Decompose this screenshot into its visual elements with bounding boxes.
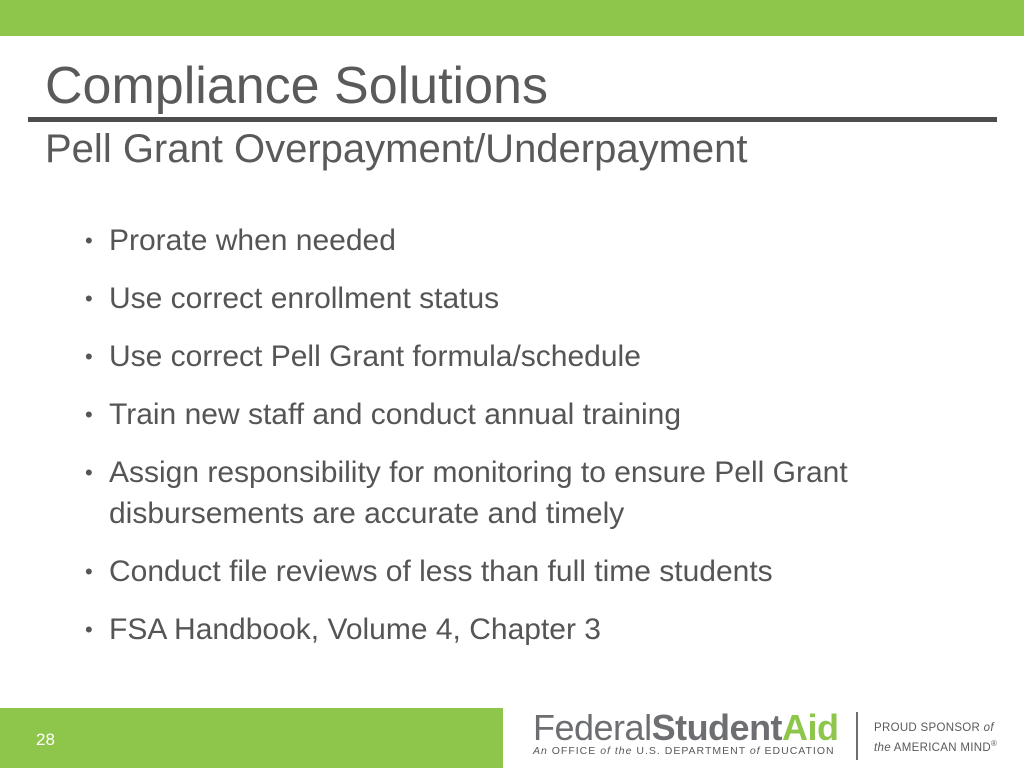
bullet-dot-icon: • [85, 286, 93, 311]
title-underline [28, 117, 997, 122]
bullet-dot-icon: • [85, 559, 93, 584]
page-number: 28 [36, 730, 55, 749]
bullet-item [85, 278, 985, 319]
bullet-dot-icon: • [85, 344, 93, 369]
bullet-item [85, 452, 985, 534]
bullet-text: Use correct Pell Grant formula/schedule [109, 340, 641, 373]
bullet-dot-icon: • [85, 617, 93, 642]
fsa-wordmark [533, 708, 839, 748]
logo-aid: Aid [782, 707, 839, 748]
bullet-dot-icon: • [85, 402, 93, 427]
bullet-text: Prorate when needed [109, 224, 396, 257]
bullet-dot-icon: • [85, 460, 93, 485]
bullet-item [85, 551, 985, 592]
bullet-item [85, 394, 985, 435]
bullet-item [85, 609, 985, 650]
bullet-text: Train new staff and conduct annual training [109, 398, 682, 431]
logo-student: Student [651, 707, 783, 748]
top-accent-bar [0, 0, 1024, 36]
bullet-text: FSA Handbook, Volume 4, Chapter 3 [109, 613, 601, 646]
slide-subtitle: Pell Grant Overpayment/Underpayment [45, 127, 748, 171]
logo-divider [856, 712, 858, 760]
bullet-text: Conduct file reviews of less than full time students [109, 555, 773, 588]
federal-student-aid-logo [533, 708, 1024, 768]
bullet-dot-icon: • [85, 228, 93, 253]
slide-title: Compliance Solutions [45, 57, 548, 115]
bullet-item [85, 220, 985, 261]
bullet-list [85, 220, 985, 667]
footer-green-band [0, 708, 503, 768]
bullet-item [85, 336, 985, 377]
bullet-text: Use correct enrollment status [109, 282, 500, 315]
logo-tagline: An OFFICE of the U.S. DEPARTMENT of EDUCATION [533, 745, 835, 757]
logo-federal: Federal [533, 707, 652, 748]
bullet-text: Assign responsibility for monitoring to ensure Pell Grant disbursements are accurate and timely [109, 456, 848, 530]
proud-sponsor-text: PROUD SPONSOR of the AMERICAN MIND® [874, 722, 998, 754]
